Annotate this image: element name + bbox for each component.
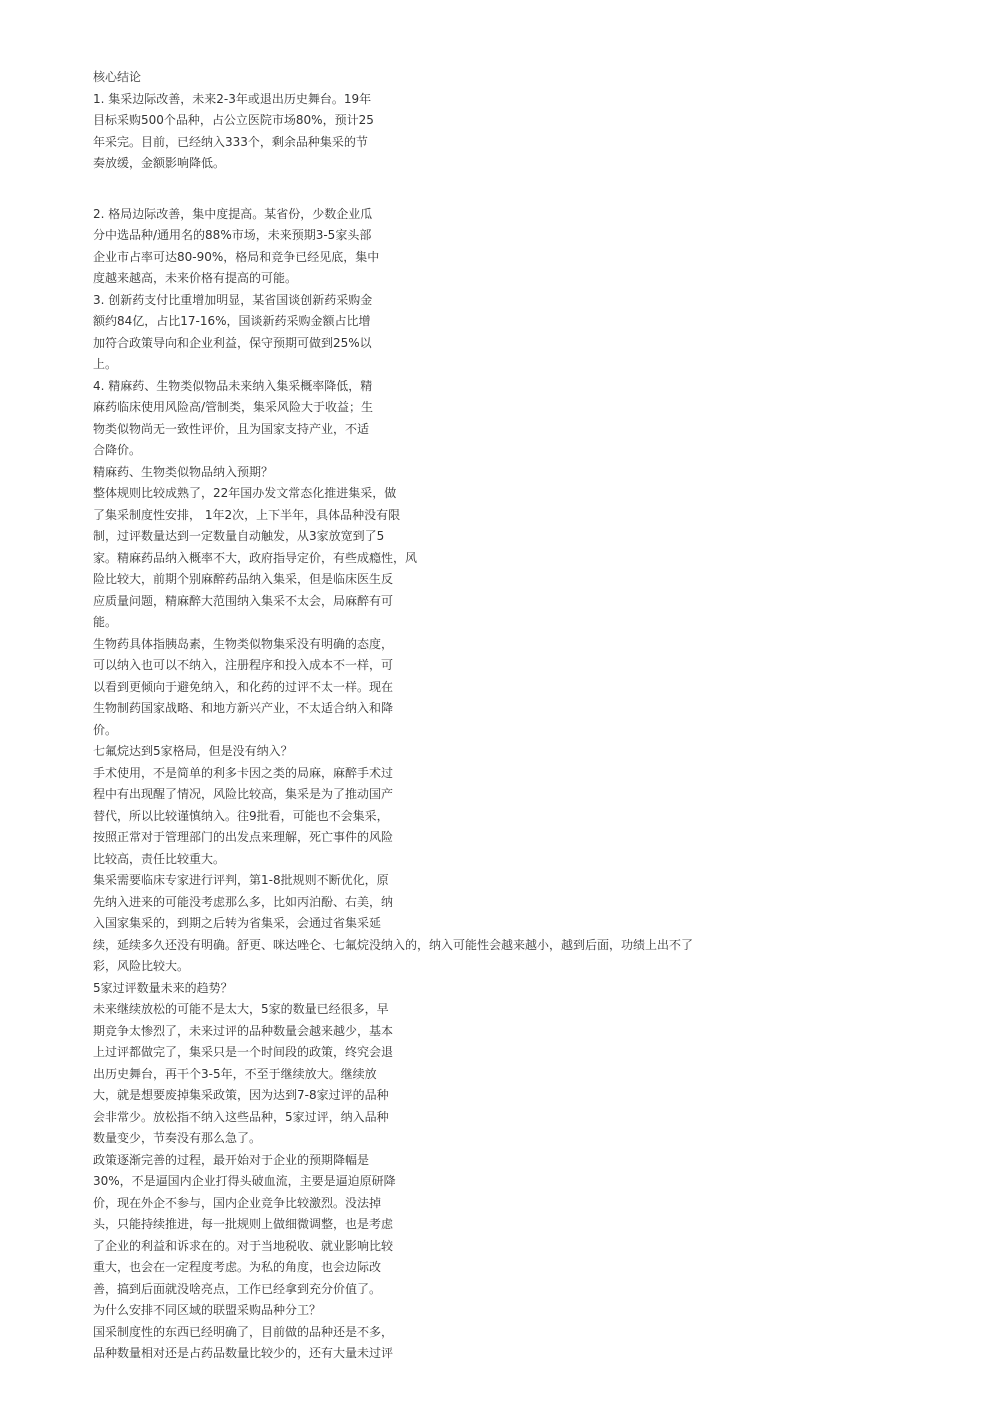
text-line: 数量变少，节奏没有那么急了。 — [93, 1131, 262, 1145]
text-line: 物类似物尚无一致性评价，且为国家支持产业，不适 — [93, 421, 370, 436]
text-line: 善，搞到后面就没啥亮点，工作已经拿到充分价值了。 — [93, 1281, 382, 1296]
text-line: 会非常少。放松指不纳入这些品种，5家过评，纳入品种 — [93, 1109, 389, 1124]
text-line: 精麻药、生物类似物品纳入预期？ — [93, 464, 274, 479]
text-line: 比较高，责任比较重大。 — [93, 851, 226, 866]
text-line: 彩，风险比较大。 — [93, 959, 190, 973]
text-line: 了集采制度性安排， 1年2次，上下半年，具体品种没有限 — [93, 507, 401, 522]
text-line: 大，就是想要废掉集采政策，因为达到7-8家过评的品种 — [93, 1088, 389, 1102]
text-line: 出历史舞台，再干个3-5年，不至于继续放大。继续放 — [93, 1066, 377, 1081]
text-line: 按照正常对于管理部门的出发点来理解，死亡事件的风险 — [93, 830, 394, 844]
text-line: 奏放缓，金额影响降低。 — [93, 156, 226, 170]
text-line: 生物制药国家战略、和地方新兴产业，不太适合纳入和降 — [93, 701, 394, 715]
text-line: 续，延续多久还没有明确。舒更、咪达唑仑、七氟烷没纳入的，纳入可能性会越来越小，越到后面，功绩上出不了 — [93, 937, 694, 952]
text-line: 加符合政策导向和企业利益，保守预期可做到25%以 — [93, 335, 372, 350]
text-line: 上。 — [93, 357, 118, 371]
text-line: 价。 — [93, 722, 118, 737]
text-line: 政策逐渐完善的过程，最开始对于企业的预期降幅是 — [93, 1152, 370, 1167]
text-line: 度越来越高，未来价格有提高的可能。 — [93, 271, 298, 285]
text-line: 入国家集采的，到期之后转为省集采，会通过省集采延 — [93, 916, 382, 930]
text-line: 年采完。目前，已经纳入333个，剩余品种集采的节 — [93, 134, 368, 149]
text-line: 3. 创新药支付比重增加明显，某省国谈创新药采购金 — [93, 292, 373, 307]
text-line: 应质量问题，精麻醉大范围纳入集采不太会，局麻醉有可 — [93, 593, 394, 608]
text-line: 期竞争太惨烈了，未来过评的品种数量会越来越少，基本 — [93, 1023, 394, 1038]
text-line: 额约84亿，占比17-16%，国谈新药采购金额占比增 — [93, 314, 371, 328]
text-line: 分中选品种/通用名的88%市场，未来预期3-5家头部 — [93, 228, 372, 242]
text-line: 重大，也会在一定程度考虑。为私的角度，也会边际改 — [93, 1260, 382, 1274]
text-line: 价，现在外企不参与，国内企业竞争比较激烈。没法掉 — [93, 1195, 382, 1210]
paragraph-gap — [93, 175, 953, 204]
section-heading: 核心结论 — [93, 70, 142, 84]
text-line: 上过评都做完了，集采只是一个时间段的政策，终究会退 — [93, 1045, 394, 1059]
text-line: 头，只能持续推进，每一批规则上做细微调整，也是考虑 — [93, 1217, 394, 1231]
text-line: 手术使用，不是简单的利多卡因之类的局麻，麻醉手术过 — [93, 765, 394, 780]
text-line: 30%，不是逼国内企业打得头破血流，主要是逼迫原研降 — [93, 1174, 396, 1188]
text-line: 麻药临床使用风险高/管制类，集采风险大于收益；生 — [93, 400, 374, 414]
text-line: 未来继续放松的可能不是太大，5家的数量已经很多，早 — [93, 1002, 389, 1016]
text-line: 了企业的利益和诉求在的。对于当地税收、就业影响比较 — [93, 1238, 394, 1253]
text-line: 程中有出现醒了情况，风险比较高，集采是为了推动国产 — [93, 787, 394, 801]
text-line: 集采需要临床专家进行评判，第1-8批规则不断优化，原 — [93, 873, 389, 887]
text-line: 生物药具体指胰岛素，生物类似物集采没有明确的态度， — [93, 636, 394, 651]
text-line: 4. 精麻药、生物类似物品未来纳入集采概率降低，精 — [93, 378, 373, 393]
text-line: 合降价。 — [93, 443, 142, 457]
text-line: 国采制度性的东西已经明确了，目前做的品种还是不多， — [93, 1324, 394, 1339]
text-line: 险比较大，前期个别麻醉药品纳入集采，但是临床医生反 — [93, 572, 394, 586]
text-line: 七氟烷达到5家格局，但是没有纳入？ — [93, 744, 293, 758]
text-line: 能。 — [93, 615, 118, 629]
text-line: 目标采购500个品种，占公立医院市场80%，预计25 — [93, 113, 374, 127]
text-line: 制，过评数量达到一定数量自动触发，从3家放宽到了5 — [93, 529, 385, 543]
text-line: 整体规则比较成熟了，22年国办发文常态化推进集采，做 — [93, 486, 397, 500]
text-line: 以看到更倾向于避免纳入，和化药的过评不太一样。现在 — [93, 679, 394, 694]
text-line: 品种数量相对还是占药品数量比较少的，还有大量未过评 — [93, 1346, 394, 1360]
text-line: 先纳入进来的可能没考虑那么多，比如丙泊酚、右美，纳 — [93, 894, 394, 909]
document-body — [93, 67, 953, 1365]
text-line: 2. 格局边际改善，集中度提高。某省份，少数企业瓜 — [93, 206, 373, 221]
text-line: 1. 集采边际改善，未来2-3年或退出历史舞台。19年 — [93, 91, 372, 106]
text-line: 替代，所以比较谨慎纳入。往9批看，可能也不会集采， — [93, 808, 389, 823]
text-line: 企业市占率可达80-90%，格局和竞争已经见底，集中 — [93, 249, 380, 264]
text-line: 5家过评数量未来的趋势？ — [93, 980, 233, 995]
text-line: 为什么安排不同区域的联盟采购品种分工？ — [93, 1303, 322, 1317]
text-line: 可以纳入也可以不纳入，注册程序和投入成本不一样，可 — [93, 658, 394, 672]
text-line: 家。精麻药品纳入概率不大，政府指导定价，有些成瘾性，风 — [93, 550, 418, 565]
